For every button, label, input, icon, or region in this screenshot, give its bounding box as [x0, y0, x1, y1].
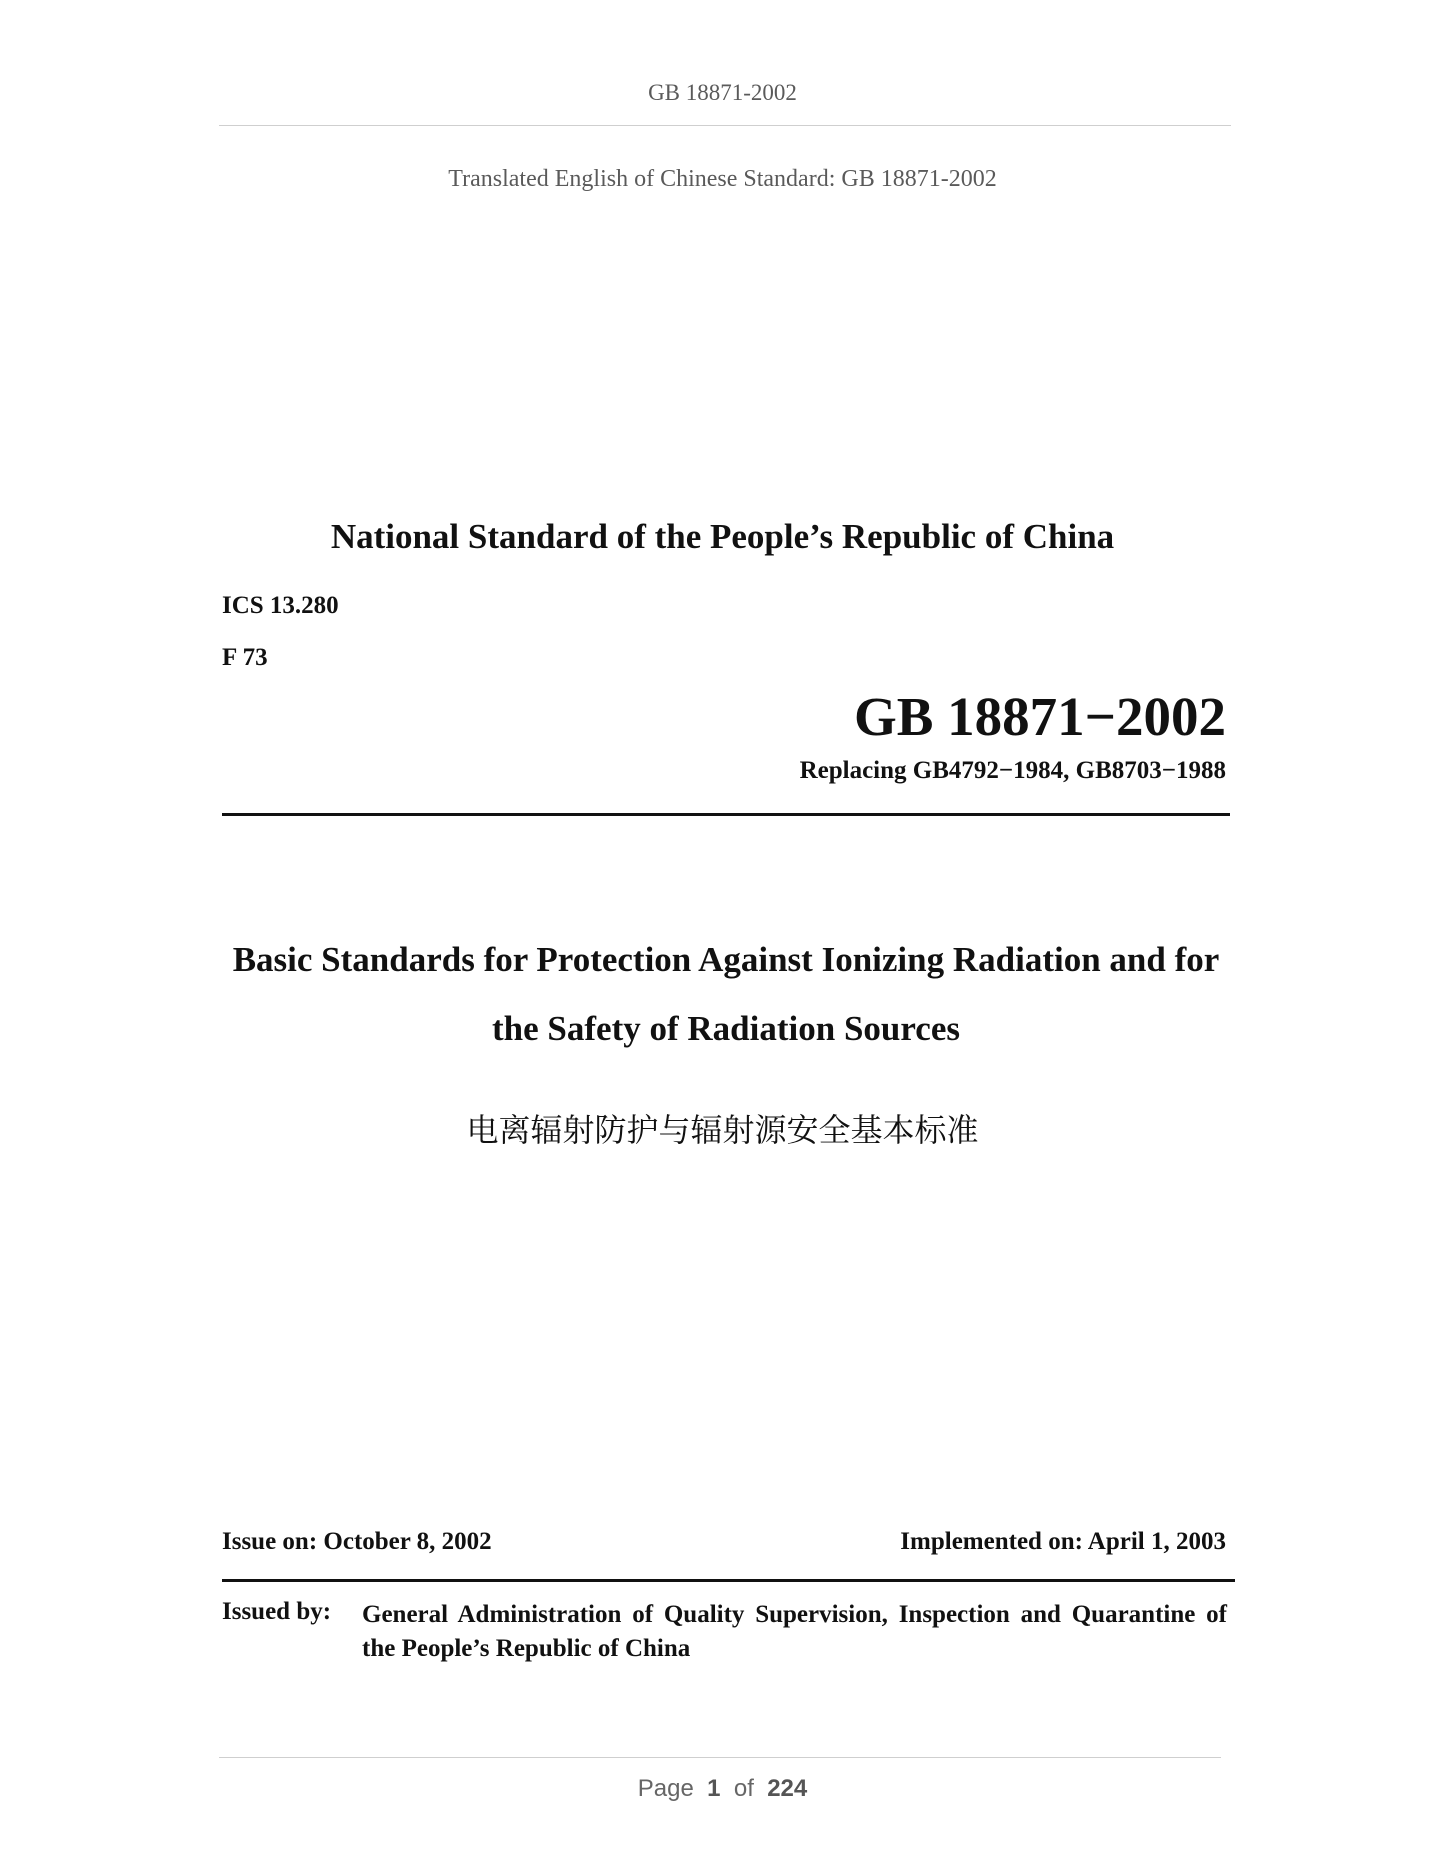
page-word: Page: [637, 1775, 694, 1802]
title-divider: [222, 813, 1230, 816]
implementation-date: Implemented on: April 1, 2003: [900, 1528, 1226, 1555]
translated-note: Translated English of Chinese Standard: GB 18871-2002: [448, 166, 997, 192]
total-pages: 224: [767, 1775, 808, 1802]
title-line-2: the Safety of Radiation Sources: [492, 1009, 960, 1048]
issuing-authority: General Administration of Quality Supervision, Inspection and Quarantine of the People’s Republic of China: [362, 1601, 1227, 1662]
page-footer: [0, 1775, 1445, 1803]
national-standard-title: National Standard of the People’s Republic of China: [330, 517, 1115, 556]
page-number: 1: [707, 1775, 721, 1802]
header-divider: [219, 125, 1231, 126]
ccs-code: F 73: [222, 644, 268, 671]
ics-code: ICS 13.280: [222, 592, 339, 619]
issued-by-label: Issued by:: [222, 1598, 332, 1625]
dates-divider: [222, 1579, 1235, 1582]
replacing-standards: Replacing GB4792−1984, GB8703−1988: [799, 757, 1226, 784]
issue-date: Issue on: October 8, 2002: [222, 1528, 492, 1555]
document-title-english: [222, 925, 1230, 1063]
running-header: GB 18871-2002: [648, 80, 797, 105]
footer-divider: [219, 1757, 1221, 1758]
standard-number: GB 18871−2002: [853, 686, 1226, 747]
document-title-chinese: 电离辐射防护与辐射源安全基本标准: [466, 1111, 979, 1149]
title-line-1: Basic Standards for Protection Against Ionizing Radiation and for: [232, 940, 1220, 979]
of-word: of: [733, 1775, 754, 1802]
